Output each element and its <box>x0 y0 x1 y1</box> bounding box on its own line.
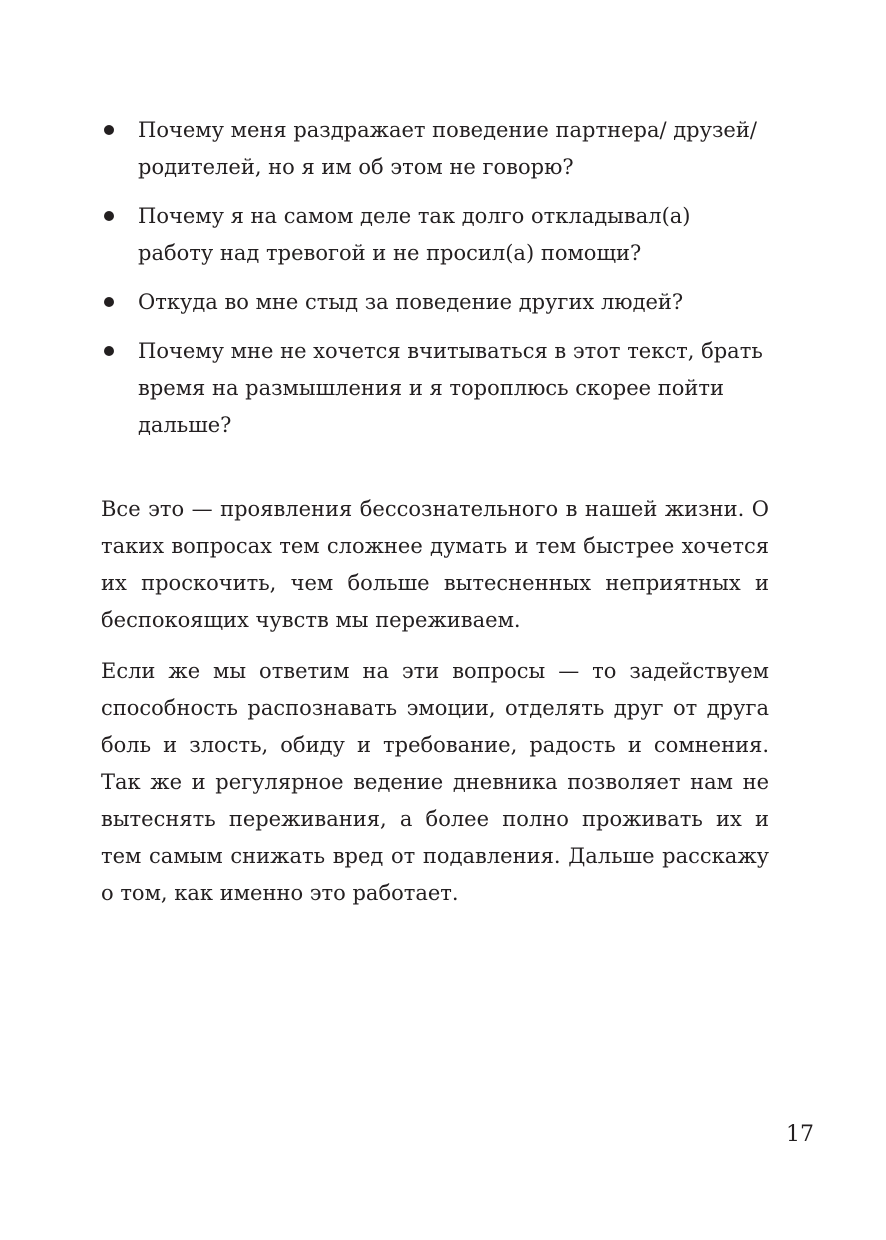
body-text <box>101 491 769 912</box>
paragraph: Если же мы ответим на эти вопросы — то задействуем способность распознавать эмоции, отделять друг от друга боль и злость, обиду и требование, радость и сомнения. Так же и регулярное ведение дневника позволяет нам не вытеснять переживания, а более полно проживать их и тем самым снижать вред от подавления. Дальше расскажу о том, как именно это работает. <box>101 659 769 905</box>
page-content <box>101 112 769 926</box>
list-item-text: Почему мне не хочется вчитываться в этот текст, брать время на размышления и я тороплюсь скорее пойти дальше? <box>138 339 763 437</box>
list-item <box>101 112 769 186</box>
bullet-icon <box>104 346 114 356</box>
bullet-icon <box>104 297 114 307</box>
list-item <box>101 333 769 444</box>
list-item <box>101 284 769 321</box>
bullet-icon <box>104 125 114 135</box>
page-number: 17 <box>786 1122 814 1147</box>
list-item-text: Откуда во мне стыд за поведение других людей? <box>138 290 684 314</box>
paragraph: Все это — проявления бессознательного в нашей жизни. О таких вопросах тем сложнее думать и тем быстрее хочется их проскочить, чем больше вытесненных неприятных и беспокоящих чувств мы переживаем. <box>101 497 769 632</box>
question-list <box>101 112 769 444</box>
list-item <box>101 198 769 272</box>
bullet-icon <box>104 211 114 221</box>
list-item-text: Почему меня раздражает поведение партнера/ друзей/родителей, но я им об этом не говорю? <box>138 118 757 179</box>
list-item-text: Почему я на самом деле так долго откладывал(а) работу над тревогой и не просил(а) помощи? <box>138 204 691 265</box>
